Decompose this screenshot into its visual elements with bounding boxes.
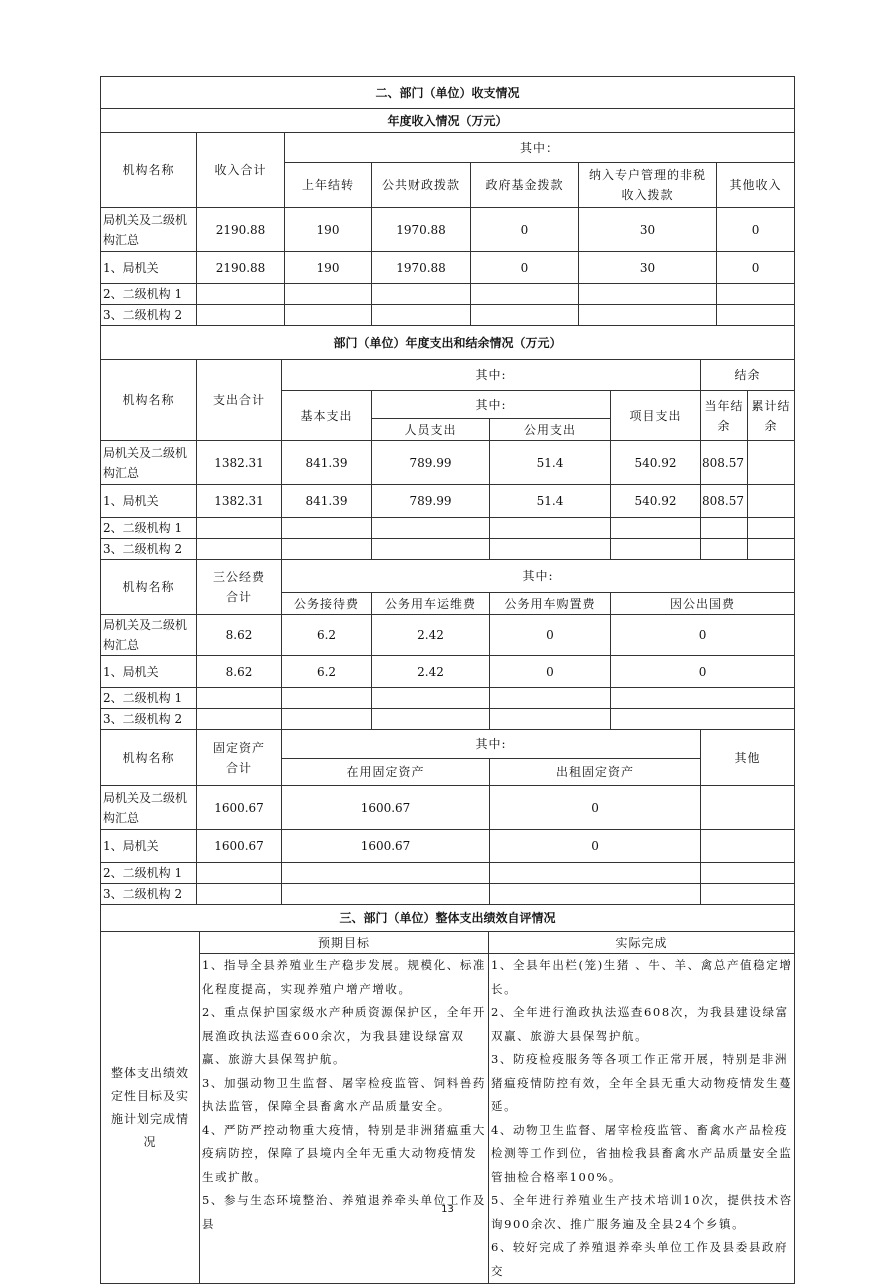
table-row xyxy=(101,518,795,539)
cell-value: 1600.67 xyxy=(282,830,490,863)
cell-value: 808.57 xyxy=(701,441,748,485)
cell-value xyxy=(372,709,490,730)
header-cumulative-balance: 累计结余 xyxy=(748,391,795,441)
cell-value: 841.39 xyxy=(282,485,372,518)
cell-value xyxy=(611,518,701,539)
table-row xyxy=(101,539,795,560)
report-page xyxy=(100,76,794,1284)
cell-value: 540.92 xyxy=(611,441,701,485)
cell-value xyxy=(372,518,490,539)
cell-value xyxy=(701,884,795,905)
header-three-public-total: 三公经费合计 xyxy=(197,560,282,615)
cell-total: 1382.31 xyxy=(197,441,282,485)
table-row xyxy=(101,786,795,830)
header-public-finance: 公共财政拨款 xyxy=(372,163,471,208)
row-name: 3、二级机构 2 xyxy=(101,305,197,326)
row-name: 1、局机关 xyxy=(101,656,197,688)
cell-value: 1970.88 xyxy=(372,252,471,284)
cell-value xyxy=(701,830,795,863)
cell-value xyxy=(701,539,748,560)
income-table xyxy=(100,76,795,326)
cell-value xyxy=(372,539,490,560)
cell-value: 0 xyxy=(611,656,795,688)
income-table-title: 年度收入情况（万元） xyxy=(101,109,795,133)
table-row xyxy=(101,656,795,688)
header-actual-completion: 实际完成 xyxy=(489,932,795,954)
cell-value xyxy=(579,284,717,305)
cell-value xyxy=(701,863,795,884)
cell-value xyxy=(611,688,795,709)
header-expected-goals: 预期目标 xyxy=(200,932,489,954)
cell-value: 0 xyxy=(471,252,579,284)
cell-value: 789.99 xyxy=(372,441,490,485)
header-balance: 结余 xyxy=(701,360,795,391)
cell-total xyxy=(197,688,282,709)
cell-value: 6.2 xyxy=(282,656,372,688)
cell-value xyxy=(717,305,795,326)
table-row xyxy=(101,830,795,863)
row-name: 局机关及二级机构汇总 xyxy=(101,786,197,830)
cell-value: 0 xyxy=(717,208,795,252)
cell-value xyxy=(717,284,795,305)
cell-value: 6.2 xyxy=(282,615,372,656)
row-name: 2、二级机构 1 xyxy=(101,863,197,884)
table-row xyxy=(101,252,795,284)
table-row xyxy=(101,615,795,656)
header-personnel-expense: 人员支出 xyxy=(372,419,490,441)
table-row xyxy=(101,884,795,905)
cell-total: 1600.67 xyxy=(197,786,282,830)
table-row xyxy=(101,441,795,485)
cell-value xyxy=(471,284,579,305)
cell-value xyxy=(490,539,611,560)
header-project-expense: 项目支出 xyxy=(611,391,701,441)
cell-value xyxy=(285,284,372,305)
cell-value: 190 xyxy=(285,252,372,284)
header-in-use-assets: 在用固定资产 xyxy=(282,759,490,786)
row-name: 3、二级机构 2 xyxy=(101,884,197,905)
cell-value: 1970.88 xyxy=(372,208,471,252)
row-name: 2、二级机构 1 xyxy=(101,284,197,305)
cell-value xyxy=(490,518,611,539)
cell-value xyxy=(282,709,372,730)
cell-value xyxy=(282,518,372,539)
cell-value: 30 xyxy=(579,252,717,284)
header-org-name: 机构名称 xyxy=(101,560,197,615)
cell-value: 0 xyxy=(490,656,611,688)
header-overseas-travel: 因公出国费 xyxy=(611,593,795,615)
row-name: 2、二级机构 1 xyxy=(101,688,197,709)
cell-value: 0 xyxy=(490,786,701,830)
cell-total: 1600.67 xyxy=(197,830,282,863)
header-of-which: 其中: xyxy=(282,730,701,759)
header-basic-expense: 基本支出 xyxy=(282,391,372,441)
cell-value: 51.4 xyxy=(490,441,611,485)
cell-value: 51.4 xyxy=(490,485,611,518)
cell-value: 841.39 xyxy=(282,441,372,485)
header-gov-fund: 政府基金拨款 xyxy=(471,163,579,208)
cell-value xyxy=(372,688,490,709)
cell-total xyxy=(197,884,282,905)
expected-goals-text: 1、指导全县养殖业生产稳步发展。规模化、标准化程度提高，实现养殖户增产增收。 2、重点保护国家级水产种质资源保护区，全年开展渔政执法巡查600余次，为我县建设绿富双赢、旅游大县保驾护航。 3、加强动物卫生监督、屠宰检疫监管、饲料兽药执法监管，保障全县畜禽水产品质量安全。 4、严防严控动物重大疫情，特别是非洲猪瘟重大疫病防控，保障了县境内全年无重大动物疫情发生或扩散。 5、参与生态环境整治、养殖退养牵头单位工作及县 xyxy=(200,954,489,1284)
row-name: 1、局机关 xyxy=(101,485,197,518)
cell-total xyxy=(197,709,282,730)
cell-value: 2.42 xyxy=(372,615,490,656)
table-row xyxy=(101,208,795,252)
cell-value xyxy=(701,786,795,830)
row-name: 3、二级机构 2 xyxy=(101,539,197,560)
cell-total: 2190.88 xyxy=(197,208,285,252)
cell-value xyxy=(282,539,372,560)
row-name: 1、局机关 xyxy=(101,830,197,863)
row-name: 1、局机关 xyxy=(101,252,197,284)
cell-value: 0 xyxy=(611,615,795,656)
header-of-which-sub: 其中: xyxy=(372,391,611,419)
header-leased-assets: 出租固定资产 xyxy=(490,759,701,786)
cell-value xyxy=(748,539,795,560)
header-other: 其他 xyxy=(701,730,795,786)
cell-value: 0 xyxy=(471,208,579,252)
expense-table xyxy=(100,325,795,560)
cell-value xyxy=(701,518,748,539)
cell-value: 808.57 xyxy=(701,485,748,518)
table-row xyxy=(101,863,795,884)
header-other-income: 其他收入 xyxy=(717,163,795,208)
header-of-which: 其中: xyxy=(282,360,701,391)
row-name: 局机关及二级机构汇总 xyxy=(101,208,197,252)
three-public-expenses-table xyxy=(100,559,795,730)
page-number: 13 xyxy=(441,1204,454,1215)
cell-value: 1600.67 xyxy=(282,786,490,830)
cell-total: 8.62 xyxy=(197,656,282,688)
cell-value xyxy=(748,518,795,539)
cell-value xyxy=(282,884,490,905)
header-org-name: 机构名称 xyxy=(101,730,197,786)
cell-value xyxy=(282,688,372,709)
header-org-name: 机构名称 xyxy=(101,360,197,441)
cell-value: 0 xyxy=(717,252,795,284)
cell-value xyxy=(490,863,701,884)
header-reception: 公务接待费 xyxy=(282,593,372,615)
header-nontax: 纳入专户管理的非税收入拨款 xyxy=(579,163,717,208)
cell-total: 8.62 xyxy=(197,615,282,656)
fixed-assets-table xyxy=(100,729,795,905)
header-fixed-assets-total: 固定资产合计 xyxy=(197,730,282,786)
cell-value xyxy=(471,305,579,326)
cell-value xyxy=(372,284,471,305)
cell-value xyxy=(490,709,611,730)
row-name: 局机关及二级机构汇总 xyxy=(101,615,197,656)
cell-value xyxy=(490,884,701,905)
cell-value xyxy=(611,539,701,560)
cell-total xyxy=(197,539,282,560)
cell-value xyxy=(748,441,795,485)
header-current-balance: 当年结余 xyxy=(701,391,748,441)
expense-table-title: 部门（单位）年度支出和结余情况（万元） xyxy=(101,326,795,360)
cell-value xyxy=(579,305,717,326)
cell-total xyxy=(197,305,285,326)
cell-value: 0 xyxy=(490,830,701,863)
cell-value: 540.92 xyxy=(611,485,701,518)
header-of-which: 其中: xyxy=(282,560,795,593)
performance-table xyxy=(100,904,795,1284)
table-row xyxy=(101,709,795,730)
cell-value xyxy=(611,709,795,730)
cell-total: 2190.88 xyxy=(197,252,285,284)
cell-total: 1382.31 xyxy=(197,485,282,518)
table-row xyxy=(101,688,795,709)
header-expense-total: 支出合计 xyxy=(197,360,282,441)
row-name: 2、二级机构 1 xyxy=(101,518,197,539)
cell-value xyxy=(490,688,611,709)
header-of-which: 其中： xyxy=(285,133,795,163)
row-name: 3、二级机构 2 xyxy=(101,709,197,730)
cell-total xyxy=(197,284,285,305)
cell-value xyxy=(372,305,471,326)
row-name: 局机关及二级机构汇总 xyxy=(101,441,197,485)
header-prev-carryover: 上年结转 xyxy=(285,163,372,208)
header-vehicle-operation: 公务用车运维费 xyxy=(372,593,490,615)
cell-total xyxy=(197,863,282,884)
cell-value: 789.99 xyxy=(372,485,490,518)
table-row xyxy=(101,305,795,326)
cell-value: 190 xyxy=(285,208,372,252)
table-row xyxy=(101,485,795,518)
cell-total xyxy=(197,518,282,539)
table-row xyxy=(101,284,795,305)
cell-value: 2.42 xyxy=(372,656,490,688)
cell-value: 0 xyxy=(490,615,611,656)
header-vehicle-purchase: 公务用车购置费 xyxy=(490,593,611,615)
cell-value xyxy=(748,485,795,518)
header-org-name: 机构名称 xyxy=(101,133,197,208)
section2-title: 二、部门（单位）收支情况 xyxy=(101,77,795,109)
actual-completion-text: 1、全县年出栏(笼)生猪 、牛、羊、禽总产值稳定增长。 2、全年进行渔政执法巡查608次，为我县建设绿富双赢、旅游大县保驾护航。 3、防疫检疫服务等各项工作正常开展，特别是非洲猪瘟疫情防控有效，全年全县无重大动物疫情发生蔓延。 4、动物卫生监督、屠宰检疫监管、畜禽水产品检疫检测等工作到位，省抽检我县畜禽水产品质量安全监管抽检合格率100%。 5、全年进行养殖业生产技术培训10次，提供技术咨询900余次、推广服务遍及全县24个乡镇。 6、较好完成了养殖退养牵头单位工作及县委县政府交 xyxy=(489,954,795,1284)
cell-value: 30 xyxy=(579,208,717,252)
cell-value xyxy=(282,863,490,884)
cell-value xyxy=(285,305,372,326)
performance-row-label: 整体支出绩效定性目标及实施计划完成情况 xyxy=(101,932,200,1284)
header-public-use-expense: 公用支出 xyxy=(490,419,611,441)
header-income-total: 收入合计 xyxy=(197,133,285,208)
section3-title: 三、部门（单位）整体支出绩效自评情况 xyxy=(101,905,795,932)
